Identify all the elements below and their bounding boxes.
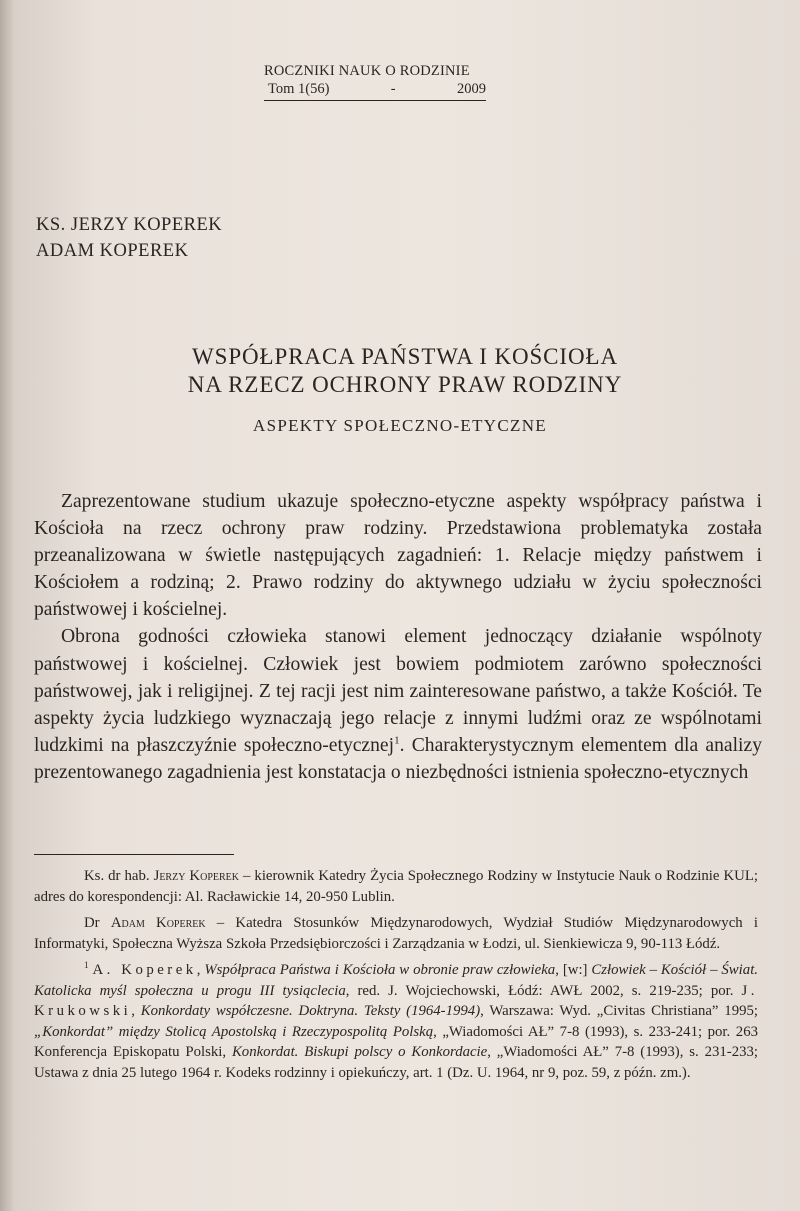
footnote-text: , red. J. Wojciechowski, Łódź: AWŁ 2002, s. 219-235; por. [345,982,742,999]
note-text: – kierownik Katedry Życia Społecznego Rodziny w Instytucie Nauk o Rodzinie KUL; adres do korespondencji: Al. Racławickie 14, 20-950 Lublin. [34,868,758,905]
footnote-work-title: Konkordaty współczesne. Doktryna. Teksty (1964-1994) [140,1003,481,1019]
footnote-author: A. Koperek [92,962,197,978]
author-name: KS. JERZY KOPEREK [36,215,223,235]
article-body [34,488,762,786]
footnote-reference: 1 [394,734,400,747]
footnote-text: , „Wiadomości AŁ” 7-8 (1993), s. 231-233; Ustawa z dnia 25 lutego 1964 r. Kodeks rodzinny i opiekuńczy, art. 1 (Dz. U. 1964, nr 9, poz. 59, z późn. zm.). [34,1044,758,1081]
volume-dash: - [390,81,396,97]
volume-line [264,80,486,101]
footnote-work-title: Konkordat. Biskupi polscy o Konkordacie [231,1044,488,1060]
paragraph [34,623,762,786]
volume-number: Tom 1(56) [268,81,330,97]
note-author-name: Adam Koperek [110,915,206,931]
footnote-text: , [w:] [555,962,592,978]
note-text: – Katedra Stosunków Międzynarodowych, Wydział Studiów Międzynarodowych i Informatyki, Społeczna Wyższa Szkoła Przedsiębiorczości i Zarządzania w Łodzi, ul. Sienkiewicza 9, 90-113 Łódź. [34,915,758,952]
paragraph-text: . Charakterystycznym elementem dla analizy prezentowanego zagadnienia jest konstatacja o niezbędności istnienia społeczno-etycznych [34,734,762,783]
page-edge-shadow [0,0,14,1211]
footnote-text: , [131,1003,141,1019]
article-title-line: WSPÓŁPRACA PAŃSTWA I KOŚCIOŁA [192,344,618,369]
article-title [0,343,800,399]
footnote-number: 1 [84,960,89,971]
footnote-text: , Warszawa: Wyd. „Civitas Christiana” 1995; [480,1003,758,1019]
paragraph: Zaprezentowane studium ukazuje społeczno-etyczne aspekty współpracy państwa i Kościoła na rzecz ochrony praw rodziny. Przedstawiona problematyka została przeanalizowana w świetle następujących zagadnień: 1. Relacje między państwem i Kościołem a rodziną; 2. Prawo rodziny do aktywnego udziału w życiu społeczności państwowej i kościelnej. [34,491,762,621]
volume-year: 2009 [457,81,486,97]
author-name: ADAM KOPEREK [36,241,189,261]
note-author-name: Jerzy Koperek [153,868,240,884]
journal-header [264,62,486,101]
author-note [34,913,758,954]
footnote-work-title: Współpraca Państwa i Kościoła w obronie praw człowieka [204,962,556,978]
note-text: Ks. dr hab. [84,868,154,884]
footnote-work-title: Człowiek – Kościół – Świat. Katolicka myśl społeczna u progu III tysiąclecia [34,962,759,999]
footnote-divider [34,854,234,855]
footnote-author: J. Krukowski [34,982,758,1019]
footnote-work-title: „Konkordat” między Stolicą Apostolską i Rzeczypospolitą Polską [34,1023,434,1040]
paragraph-text: Obrona godności człowieka stanowi element jednoczący działanie wspólnoty państwowej i kościelnej. Człowiek jest bowiem podmiotem zarówno społeczności państwowej, jak i religijnej. Z tej racji jest nim zainteresowane państwo, a także Kościół. Te aspekty życia ludzkiego wyznaczają jego relacje z innymi ludźmi oraz ze wspólnotami ludzkimi na płaszczyźnie społeczno-etycznej [34,626,762,756]
note-text: Dr [84,915,111,931]
footnote-text: , „Wiadomości AŁ” 7-8 (1993), s. 233-241; por. 263 Konferencja Episkopatu Polski, [34,1023,758,1060]
article-title-line: NA RZECZ OCHRONY PRAW RODZINY [187,372,623,397]
article-subtitle: ASPEKTY SPOŁECZNO-ETYCZNE [253,416,547,435]
footnote-text: , [196,962,205,978]
footnote [34,960,758,1083]
author-note [34,866,758,907]
footnotes [34,866,758,1089]
journal-name: ROCZNIKI NAUK O RODZINIE [264,63,470,79]
authors-block [36,212,222,264]
